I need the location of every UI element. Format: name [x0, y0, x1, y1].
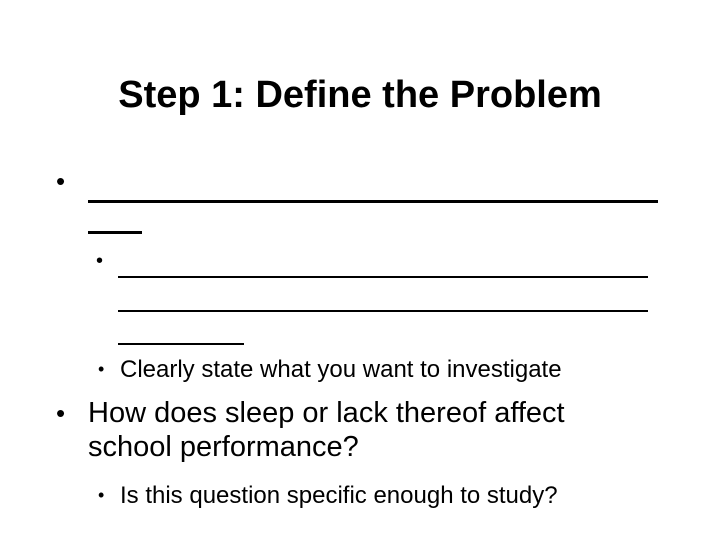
list-item [98, 481, 558, 510]
bullet-marker: • [98, 485, 105, 505]
blank-line [118, 343, 244, 345]
list-item [56, 396, 656, 464]
bullet-marker: • [56, 166, 66, 196]
blank-line [118, 310, 648, 312]
blank-line [88, 200, 658, 203]
list-item-text: Clearly state what you want to investigate [120, 356, 562, 383]
list-item [98, 355, 562, 384]
bullet-marker: • [56, 398, 66, 428]
blank-line [88, 231, 142, 234]
list-item-text: Is this question specific enough to study? [120, 482, 558, 509]
slide-title: Step 1: Define the Problem [118, 74, 602, 116]
bullet-marker: • [98, 359, 105, 379]
blank-line [118, 276, 648, 278]
bullet-marker: • [96, 250, 104, 272]
list-item-text: How does sleep or lack thereof affect school performance? [88, 397, 565, 463]
